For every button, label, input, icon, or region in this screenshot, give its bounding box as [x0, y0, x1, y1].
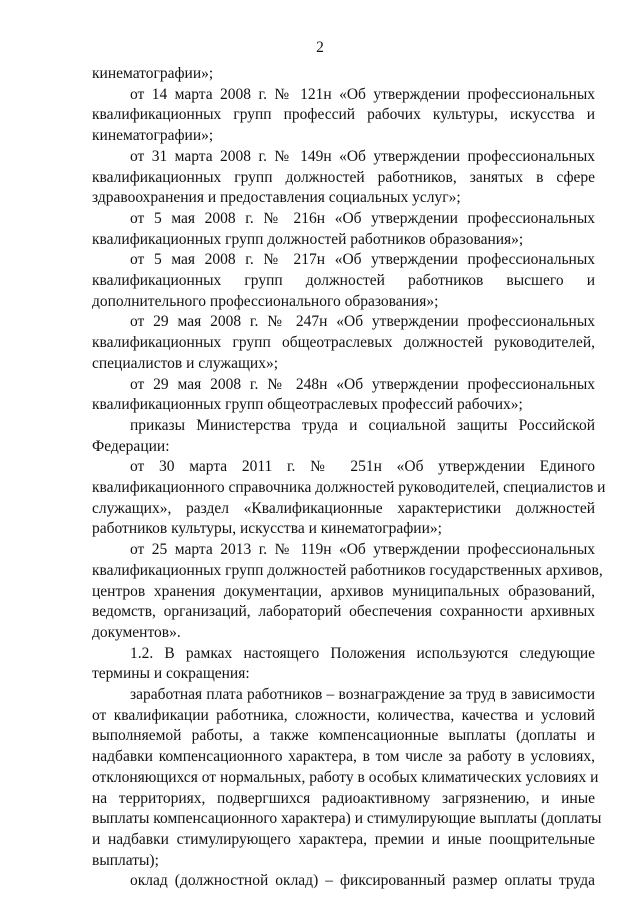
text-line: квалификационных групп должностей работников высшего и — [92, 272, 595, 289]
text-line: выплаты компенсационного характера) и стимулирующие выплаты (доплаты — [92, 810, 602, 828]
text-line: Федерации: — [92, 437, 170, 455]
text-line: квалификационных групп общеотраслевых должностей руководителей, — [92, 334, 595, 352]
text-line: от квалификации работника, сложности, количества, качества и условий — [92, 706, 595, 724]
text-line: от 31 марта 2008 г. № 149н «Об утверждении профессиональных — [130, 147, 595, 165]
text-line: оклад (должностной оклад) – фиксированный размер оплаты труда — [130, 872, 595, 890]
text-line: квалификационных групп должностей работников образования»; — [92, 230, 524, 248]
text-line: кинематографии»; — [92, 127, 214, 145]
text-line: 1.2. В рамках настоящего Положения используются следующие — [130, 644, 595, 662]
text-line: документов». — [92, 623, 181, 641]
text-line: отклоняющихся от нормальных, работу в особых климатических условиях и — [92, 768, 599, 786]
text-line: служащих», раздел «Квалификационные характеристики должностей — [92, 499, 595, 517]
text-line: термины и сокращения: — [92, 665, 250, 683]
text-line: квалификационных групп профессий рабочих культуры, искусства и — [92, 106, 595, 124]
text-line: от 5 мая 2008 г. № 216н «Об утверждении профессиональных — [130, 209, 595, 227]
text-line: выплаты); — [92, 851, 159, 869]
text-line: от 30 марта 2011 г. № 251н «Об утверждении Единого — [130, 458, 595, 476]
text-line: надбавки компенсационного характера, в том числе за работу в условиях, — [92, 748, 595, 766]
text-line: от 29 мая 2008 г. № 247н «Об утверждении профессиональных — [130, 313, 595, 331]
text-line: приказы Министерства труда и социальной защиты Российской — [130, 416, 595, 434]
text-line: специалистов и служащих»; — [92, 354, 279, 372]
text-line: квалификационного справочника должностей руководителей, специалистов и — [92, 479, 606, 496]
text-line: от 25 марта 2013 г. № 119н «Об утверждении профессиональных — [130, 541, 595, 559]
text-line: от 14 марта 2008 г. № 121н «Об утверждении профессиональных — [130, 85, 595, 103]
text-line: квалификационных групп общеотраслевых профессий рабочих»; — [92, 396, 523, 414]
text-line: от 5 мая 2008 г. № 217н «Об утверждении профессиональных — [130, 251, 595, 269]
text-line: выполняемой работы, а также компенсационные выплаты (доплаты и — [92, 727, 595, 745]
text-line: квалификационных групп должностей работников государственных архивов, — [92, 561, 603, 579]
text-line: заработная плата работников – вознаграждение за труд в зависимости — [130, 686, 595, 703]
text-line: центров хранения документации, архивов муниципальных образований, — [92, 582, 595, 600]
text-line: здравоохранения и предоставления социальных услуг»; — [92, 189, 461, 207]
page-number: 2 — [316, 39, 324, 56]
text-line: и надбавки стимулирующего характера, премии и иные поощрительные — [92, 830, 595, 848]
text-line: от 29 мая 2008 г. № 248н «Об утверждении профессиональных — [130, 375, 595, 393]
text-line: работников культуры, искусства и кинематографии»; — [92, 520, 442, 538]
text-line: дополнительного профессионального образования»; — [92, 292, 439, 310]
text-line: квалификационных групп должностей работников, занятых в сфере — [92, 168, 595, 186]
text-line: на территориях, подвергшихся радиоактивному загрязнению, и иные — [92, 789, 595, 807]
text-line: кинематографии»; — [92, 65, 214, 82]
text-line: ведомств, организаций, лабораторий обеспечения сохранности архивных — [92, 603, 595, 621]
